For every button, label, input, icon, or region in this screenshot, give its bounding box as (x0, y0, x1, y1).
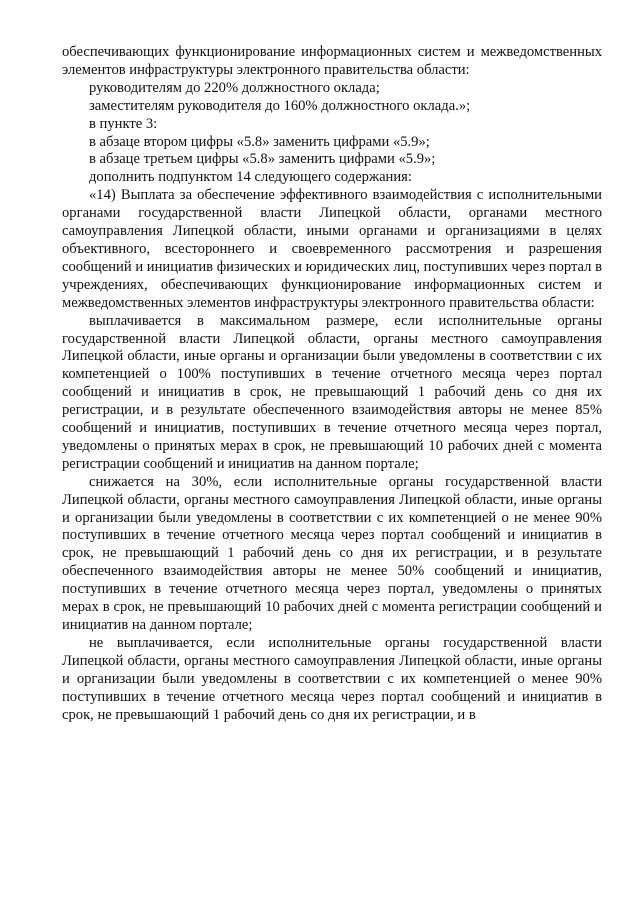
paragraph-second-subparagraph: в абзаце втором цифры «5.8» заменить цифрами «5.9»; (89, 133, 430, 150)
paragraph-paid-maximum: выплачивается в максимальном размере, если исполнительные органы государственной власти Липецкой области, органы местного самоуправления Липецкой области, иные органы и организации были уведомлены в соответствии с их компетенцией о 100% поступивших в течение отчетного месяца через портал сообщений и инициатив в срок, не превышающий 1 рабочий день со дня их регистрации, и в результате обеспеченного взаимодействия авторы не менее 85% сообщений и инициатив, поступивших в течение отчетного месяца через портал, уведомлены о принятых мерах в срок, не превышающий 10 рабочих дней с момента регистрации сообщений и инициатив на данном портале; (62, 312, 602, 472)
paragraph-reduced-30: снижается на 30%, если исполнительные органы государственной власти Липецкой области, органы местного самоуправления Липецкой области, иные органы и организации были уведомлены в соответствии с их компетенцией о не менее 90% поступивших в течение отчетного месяца через портал сообщений и инициатив в срок, не превышающий 1 рабочий день со дня их регистрации, и в результате обеспеченного взаимодействия авторы не менее 50% сообщений и инициатив, поступивших в течение отчетного месяца через портал, уведомлены о принятых мерах в срок, не превышающий 10 рабочих дней с момента регистрации сообщений и инициатив на данном портале; (62, 473, 602, 633)
paragraph-deputies-salary: заместителям руководителя до 160% должностного оклада.»; (89, 97, 471, 114)
paragraph-clause-3: в пункте 3: (89, 115, 158, 132)
paragraph-subclause-14: «14) Выплата за обеспечение эффективного взаимодействия с исполнительными органами государственной власти Липецкой области, органами местного самоуправления Липецкой области, иными органами и организациями в целях объективного, всестороннего и своевременного рассмотрения и разрешения сообщений и инициатив физических и юридических лиц, поступивших через портал в учреждениях, обеспечивающих функционирование информационных систем и межведомственных элементов инфраструктуры электронного правительства области: (62, 187, 602, 311)
paragraph-continuation: обеспечивающих функционирование информационных систем и межведомственных элементов инфраструктуры электронного правительства области: (62, 44, 602, 78)
paragraph-add-subclause: дополнить подпунктом 14 следующего содержания: (89, 169, 412, 186)
paragraph-third-subparagraph: в абзаце третьем цифры «5.8» заменить цифрами «5.9»; (89, 151, 436, 168)
document-page (62, 44, 602, 724)
paragraph-heads-salary: руководителям до 220% должностного оклада; (89, 79, 380, 96)
paragraph-not-paid: не выплачивается, если исполнительные органы государственной власти Липецкой области, органы местного самоуправления Липецкой области, иные органы и организации были уведомлены в соответствии с их компетенцией о менее 90% поступивших в течение отчетного месяца через портал сообщений и инициатив в срок, не превышающий 1 рабочий день со дня их регистрации, и в (62, 634, 602, 723)
